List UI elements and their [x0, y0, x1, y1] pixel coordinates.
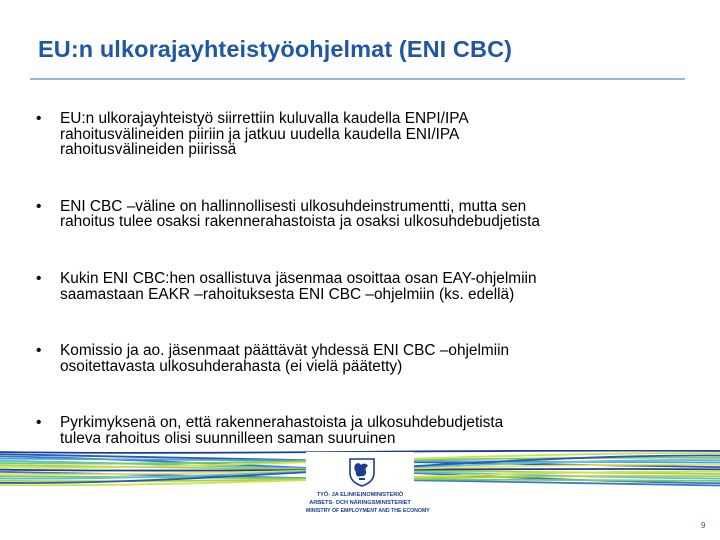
title-underline: [30, 78, 685, 80]
bullet-item: [36, 271, 704, 302]
bullet-dot: •: [36, 110, 42, 127]
bullet-dot: •: [36, 414, 42, 432]
bullet-item: [36, 199, 704, 230]
bullet-list: [36, 111, 704, 488]
ministry-logo: [306, 452, 430, 538]
bullet-dot: •: [36, 197, 42, 215]
bullet-line: Kukin ENI CBC:hen osallistuva jäsenmaa osoittaa osan EAY-ohjelmiin: [60, 269, 537, 287]
bullet-line: ENI CBC –väline on hallinnollisesti ulkosuhdeinstrumentti, mutta sen: [60, 197, 527, 215]
bullet-line: rahoitus tulee osaksi rakennerahastoista ja osaksi ulkosuhdebudjetista: [60, 213, 540, 231]
bullet-line: osoitettavasta ulkosuhderahasta (ei vielä päätetty): [60, 357, 403, 375]
bullet-line: tuleva rahoitus olisi suunnilleen saman suuruinen: [60, 429, 396, 447]
bullet-line: rahoitusvälineiden piirissä: [60, 141, 237, 159]
bullet-item: [36, 415, 704, 446]
ministry-name-sv: ARBETS- OCH NÄRINGSMINISTERIET: [309, 500, 411, 506]
bullet-line: Komissio ja ao. jäsenmaat päättävät yhdessä ENI CBC –ohjelmiin: [60, 342, 510, 360]
bullet-dot: •: [36, 269, 42, 287]
slide-title: EU:n ulkorajayhteistyöohjelmat (ENI CBC): [38, 36, 513, 62]
bullet-line: Pyrkimyksenä on, että rakennerahastoista ja ulkosuhdebudjetista: [60, 414, 504, 432]
page-number: 9: [701, 521, 706, 530]
bullet-dot: •: [36, 342, 42, 360]
bullet-item: [36, 343, 704, 374]
lion-crest-icon: [348, 457, 376, 487]
bullet-line: EU:n ulkorajayhteistyö siirrettiin kuluvalla kaudella ENPI/IPA: [60, 110, 469, 127]
bullet-line: rahoitusvälineiden piiriin ja jatkuu uudella kaudella ENI/IPA: [60, 125, 460, 143]
ministry-name-fi: TYÖ- JA ELINKEINOMINISTERIÖ: [316, 492, 404, 498]
ministry-name-en: MINISTRY OF EMPLOYMENT AND THE ECONOMY: [306, 508, 430, 514]
bullet-line: saamastaan EAKR –rahoituksesta ENI CBC –ohjelmiin (ks. edellä): [60, 285, 515, 303]
bullet-item: [36, 111, 704, 158]
